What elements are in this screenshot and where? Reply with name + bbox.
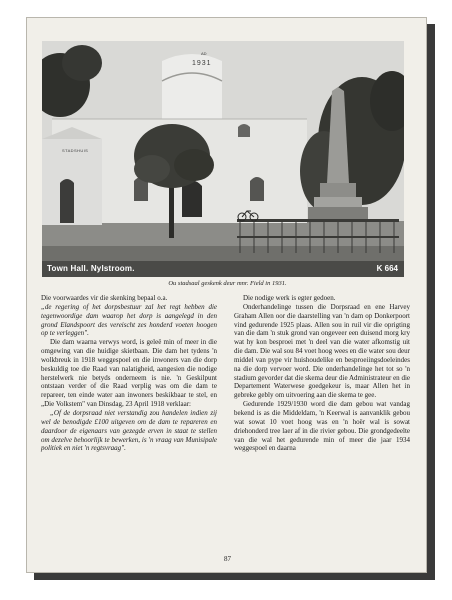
photo-illustration xyxy=(42,41,404,277)
photo-reference-number: K 664 xyxy=(376,264,398,273)
book-page xyxy=(26,17,427,573)
building-sign: STADSHUIS xyxy=(62,148,89,153)
building-year-inscription: 1931 xyxy=(192,60,212,67)
town-hall-photograph xyxy=(42,41,404,277)
paragraph: Onderhandelinge tussen die Dorpsraad en ene Harvey Graham Allen oor die daarstelling van 'n dam op Donkerpoort vind gedurende 1925 plaas. Allen sou in ruil vir die oprigting van die dam 'n stuk grond van ongeveer een duisend morg kry wat hy kon besproei met 'n deel van die water afkomstig uit die dam. Die wal sou 84 voet hoog wees en die water sou deur middel van pype vir huishoudelike en besproeiingsdoeleindes na die dorp vervoer word. Die onderhandelinge het tot so 'n stadium gevorder dat die skema deur die Administrateur en die Departement Waterwese goedgekeur is, maar Allen het in gebreke gebly om uitvoering aan die skema te gee. xyxy=(234,302,410,400)
paragraph: Die nodige werk is egter gedoen. xyxy=(243,294,336,302)
photo-label: Town Hall. Nylstroom. xyxy=(47,264,135,273)
paragraph: Die voorwaardes vir die skenking bepaal o.a. xyxy=(41,294,168,302)
page-number: 87 xyxy=(224,555,231,563)
building-ad-inscription: AD xyxy=(201,51,207,56)
paragraph: Gedurende 1929/1930 word die dam gebou wat vandag bekend is as die Middeldam, 'n Keerwal is aanvanklik gebou wat sowat 10 voet hoog was en 'n hoër wal is sowat driehonderd tree laer af in die rivier gebou. Die grondgedeelte van die wal het gedurende min of meer die jaar 1934 weggespoel en daarna xyxy=(234,400,410,453)
right-text-column xyxy=(234,294,410,453)
paragraph: Die dam waarna verwys word, is geleë min of meer in die omgewing van die huidige skietbaan. Die dam het tydens 'n wolkbreuk in 1918 weggespoel en die inwoners van die dorp beskuldig toe die Raad van nalatigheid, aangesien die nodige herstelwerk nie betyds onderneem is nie. 'n Geskilpunt ontstaan verder of die Raad verplig was om die dam te repareer, ten einde water aan inwoners beskikbaar te stel, en „Die Volkstem" van Dinsdag, 23 April 1918 verklaar: xyxy=(41,338,217,409)
quoted-paragraph: „de regering of het dorpsbestuur zal het regt hebben die tegenwoordige dam waarop het dorp is aangelegd in den grond Elandspoort des vereischt zes honderd voeten hoogen op te verleggen". xyxy=(41,302,217,338)
quoted-paragraph: „Of de dorpsraad niet verstandig zou handelen indien zij wel de benodigde £100 uitgeven om de dam te repareren en daardoor de eigenaars van gezegde erven in staat te stellen om dezelve behoorlijk te bewerken, is 'n vraag van Munisipale politiek en niet 'n regtsvraag". xyxy=(41,408,217,453)
figure-caption: Ou stadsaal geskenk deur mnr. Field in 1931. xyxy=(168,280,287,287)
left-text-column xyxy=(41,294,217,453)
